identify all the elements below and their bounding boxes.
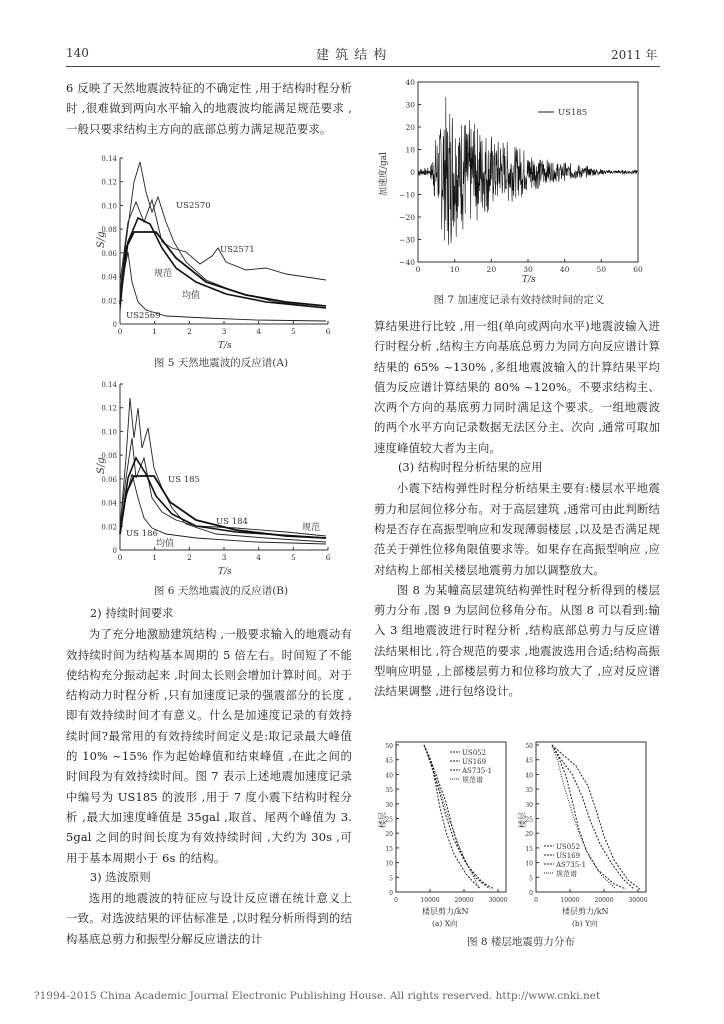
y-axis-label: S/g: [96, 457, 107, 474]
section-heading: 3) 选波原则: [90, 870, 151, 884]
x-tick-label: 2: [186, 327, 192, 336]
paragraph: 为了充分地激励建筑结构 ,一般要求输入的地震动有效持续时间为结构基本周期的 5 倍左右。时间短了不能使结构充分振动起来 ,时间太长则会增加计算时间。对于结构动力时程分析 ,只有加速度记录的强震部分的长度 ,即有效持续时间才有意义。什么是加速度记录的有效持续时间?最常用的有效持续时间定义是:取记录最大峰值的 10% ~15% 作为起始峰值和结束峰值 ,在此之间的时间段为有效持续时间。图 7 表示上述地震加速度记录中编号为 US185 的波形 ,用于 7 度小震下结构时程分析 ,最大加速度峰值是 35gal ,取首、尾两个峰值为 3. 5gal 之间的时间长度为有效持续时间 ,大约为 30s ,可用于基本周期小于 6s 的结构。: [66, 627, 352, 865]
x-tick-label: 6: [325, 327, 331, 336]
figure-6-caption: 图 6 天然地震波的反应谱(B): [153, 585, 289, 597]
y-tick-label: 20: [525, 831, 533, 839]
y-tick-label: 10: [525, 860, 533, 868]
header-rule: [66, 66, 660, 67]
x-tick-label: 0: [534, 897, 538, 904]
x-tick-label: 30: [523, 265, 533, 274]
legend-b: [544, 843, 586, 878]
x-tick-label: 30000: [488, 897, 508, 904]
legend-item: US169: [462, 758, 487, 766]
x-tick-label: 3: [221, 327, 227, 336]
y-tick-label: 25: [525, 816, 533, 824]
x-tick-label: 5: [290, 327, 296, 336]
y-tick-label: 0.10: [101, 428, 117, 437]
page-number: 140: [66, 46, 89, 60]
y-tick-label: 0: [410, 168, 415, 177]
x-tick-label: 5: [290, 553, 296, 562]
x-tick-label: 0: [415, 265, 421, 274]
x-tick-label: 6: [325, 553, 331, 562]
y-axis-label-b: 楼层: [518, 812, 527, 828]
y-tick-label: 35: [525, 787, 533, 795]
paragraph: 图 8 为某幢高层建筑结构弹性时程分析得到的楼层剪力分布 ,图 9 为层间位移角分布。从图 8 可以看到:输入 3 组地震波进行时程分析 ,结构底部总剪力与反应谱法结果相比 ,符合规范的要求 ,地震波选用合适;结构高振型响应明显 ,上部楼层剪力和位移均放大了 ,应对反应谱法结果调整 ,进行包络设计。: [374, 582, 660, 699]
legend-item: US169: [556, 852, 581, 860]
x-tick-label: 0: [394, 897, 398, 904]
figure-6-chart: [96, 378, 336, 578]
label-mean: 均值: [182, 291, 201, 301]
paragraph: 选用的地震波的特征应与设计反应谱在统计意义上一致。对选波结果的评估标准是 ,以时程分析所得到的结构基底总剪力和振型分解反应谱法的计: [66, 891, 352, 946]
x-tick-label: 3: [221, 553, 227, 562]
x-tick-label: 10000: [420, 897, 440, 904]
x-tick-label: 1: [152, 553, 158, 562]
curve-spec: [120, 232, 326, 306]
legend-a: [450, 749, 492, 784]
y-tick-label: 35: [385, 787, 393, 795]
y-tick-label: 30: [385, 801, 393, 809]
x-tick-label: 20000: [454, 897, 474, 904]
legend-item: US052: [462, 749, 487, 757]
figure-8-chart: [376, 736, 666, 932]
figure-8-caption: 图 8 楼层地震剪力分布: [467, 936, 575, 948]
y-tick-label: 0.02: [101, 297, 117, 306]
legend-item: 规范谱: [462, 776, 483, 784]
x-tick-label: 2: [186, 553, 192, 562]
y-tick-label: 0.08: [101, 226, 117, 235]
curve-us2571: [120, 200, 326, 282]
legend-item: 规范谱: [556, 870, 577, 878]
y-tick-label: 50: [525, 743, 533, 750]
legend-item: AS735-1: [462, 767, 493, 775]
legend-item: AS735-1: [556, 861, 587, 869]
y-tick-label: 40: [385, 772, 393, 780]
label-us186: US 186: [126, 529, 158, 539]
paragraph: 6 反映了天然地震波特征的不确定性 ,用于结构时程分析时 ,很难做到两向水平输入的地震波均能满足规范要求 ,一般只要求结构主方向的底部总剪力满足规范要求。: [66, 81, 352, 136]
y-tick-label: 0: [529, 890, 533, 897]
y-tick-label: 30: [525, 801, 533, 809]
y-tick-label: −10: [399, 190, 415, 200]
x-axis-label: T/s: [218, 567, 232, 577]
label-us185: US 185: [168, 475, 200, 485]
y-tick-label: 0.06: [101, 249, 117, 258]
figure-7-chart: [374, 76, 650, 286]
legend-item: US052: [556, 843, 581, 851]
y-tick-label: 0.04: [101, 499, 117, 508]
y-tick-label: −40: [399, 258, 415, 267]
legend-us185: US185: [558, 108, 588, 118]
y-tick-label: 40: [405, 78, 415, 87]
left-column-top: [66, 78, 352, 139]
y-tick-label: 15: [525, 845, 533, 853]
x-tick-label: 0: [117, 327, 123, 336]
footer-copyright: ?1994-2015 China Academic Journal Electronic Publishing House. All rights reserved. http://www.cnki.net: [34, 990, 601, 1002]
section-heading: 2) 持续时间要求: [90, 607, 174, 620]
y-tick-label: 10: [405, 145, 415, 155]
y-tick-label: 0.14: [101, 155, 117, 163]
figure-7-caption: 图 7 加速度记录有效持续时间的定义: [433, 294, 605, 306]
y-tick-label: 40: [525, 772, 533, 780]
x-tick-label: 60: [633, 265, 643, 274]
x-axis-label-b: 楼层剪力/kN: [562, 907, 609, 916]
y-tick-label: 0.12: [101, 404, 117, 413]
y-tick-label: 5: [529, 875, 533, 883]
figure-5-chart: [96, 152, 336, 352]
subcaption-a: (a) X向: [432, 919, 458, 928]
y-tick-label: 30: [405, 100, 415, 110]
y-tick-label: 0.02: [101, 523, 117, 532]
y-tick-label: 0: [389, 890, 393, 897]
y-tick-label: 45: [525, 757, 533, 765]
x-tick-label: 50: [596, 265, 607, 274]
label-spec: 规范: [154, 269, 173, 279]
y-tick-label: 10: [385, 860, 393, 868]
y-tick-label: 0.10: [101, 202, 117, 211]
x-axis-label-a: 楼层剪力/kN: [422, 907, 469, 916]
right-column: [374, 316, 660, 702]
x-tick-label: 20: [486, 265, 497, 274]
x-tick-label: 0: [117, 553, 123, 562]
y-axis-label-a: 楼层: [378, 812, 387, 828]
y-tick-label: 20: [385, 831, 393, 839]
y-tick-label: −30: [399, 235, 415, 245]
y-tick-label: 25: [385, 816, 393, 824]
waveform-us185: [418, 97, 638, 245]
y-tick-label: −20: [399, 213, 415, 222]
y-tick-label: 0.14: [101, 381, 117, 389]
label-us2569: US2569: [126, 311, 161, 321]
y-tick-label: 0.06: [101, 475, 117, 484]
journal-title: 建 筑 结 构: [316, 48, 388, 63]
x-tick-label: 20000: [594, 897, 614, 904]
paragraph: 小震下结构弹性时程分析结果主要有:楼层水平地震剪力和层间位移分布。对于高层建筑 ,通常可由此判断结构是否存在高振型响应和发现薄弱楼层 ,以及是否满足规范关于弹性位移角限值要求等。如果存在高振型响应 ,应对结构上部相关楼层地震剪力加以调整放大。: [374, 481, 660, 577]
x-tick-label: 1: [152, 327, 158, 336]
label-mean: 均值: [156, 539, 175, 549]
y-tick-label: 20: [405, 123, 415, 132]
x-axis-label: T/s: [218, 341, 232, 351]
x-tick-label: 40: [559, 265, 570, 274]
subcaption-b: (b) Y向: [572, 919, 598, 928]
section-heading: (3) 结构时程分析结果的应用: [398, 461, 543, 475]
x-tick-label: 10000: [560, 897, 580, 904]
figure-5-caption: 图 5 天然地震波的反应谱(A): [153, 357, 289, 369]
label-us184: US 184: [216, 517, 248, 527]
label-us2570: US2570: [176, 201, 211, 211]
paragraph: 算结果进行比较 ,用一组(单向或两向水平)地震波输入进行时程分析 ,结构主方向基底总剪力为同方向反应谱计算结果的 65% ~130% ,多组地震波输入的计算结果平均值为反应谱计算结果的 80% ~120%。不要求结构主、次两个方向的基底剪力同时满足这个要求。一组地震波的两个水平方向记录数据无法区分主、次向 ,通常可取加速度峰值较大者为主向。: [374, 319, 660, 455]
label-spec: 规范: [302, 523, 321, 533]
y-tick-label: 45: [385, 757, 393, 765]
x-tick-label: 4: [256, 553, 262, 562]
y-tick-label: 0.12: [101, 178, 117, 187]
x-tick-label: 4: [256, 327, 262, 336]
year: 2011 年: [611, 48, 658, 62]
x-tick-label: 30000: [628, 897, 648, 904]
y-tick-label: 0.04: [101, 273, 117, 282]
y-axis-label: S/g: [96, 231, 107, 248]
y-tick-label: 0: [112, 547, 117, 555]
curve-us2570: [120, 162, 326, 308]
y-tick-label: 0.08: [101, 452, 117, 461]
y-tick-label: 5: [389, 875, 393, 883]
y-tick-label: 15: [385, 845, 393, 853]
y-tick-label: 0: [112, 321, 117, 329]
left-column-bottom: [66, 604, 352, 949]
y-axis-label: 加速度/gal: [379, 151, 389, 196]
x-tick-label: 10: [449, 265, 460, 274]
label-us2571: US2571: [220, 245, 255, 255]
y-tick-label: 50: [385, 743, 393, 750]
x-axis-label: T/s: [522, 275, 536, 285]
